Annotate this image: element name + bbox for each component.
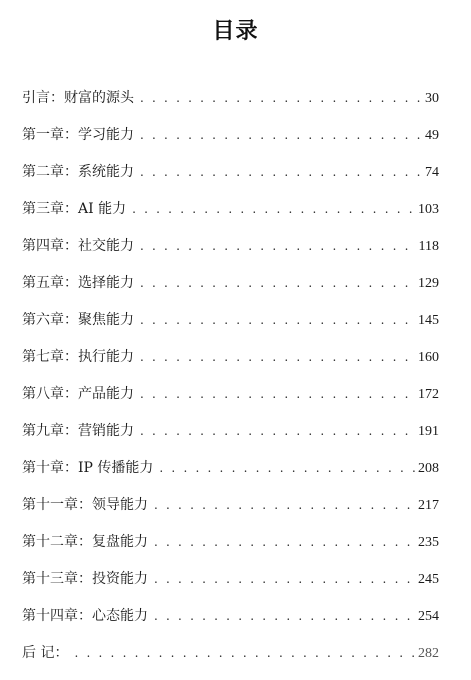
dot-leader [132,199,416,219]
toc-entry-chapter-6[interactable] [22,310,439,347]
toc-entry-page: 254 [418,609,439,624]
toc-entry-chapter-8[interactable] [22,384,439,421]
toc-entry-page: 118 [418,239,439,254]
toc-entry-chapter-10[interactable] [22,458,439,495]
dot-leader [140,421,416,441]
toc-entry-label: 第十章：IP 传播能力 [22,460,154,476]
toc-entry-label: 第三章：AI 能力 [22,201,127,217]
toc-entry-label: 第五章：选择能力 [22,275,134,291]
dot-leader [154,569,416,589]
toc-entry-label: 第一章：学习能力 [22,127,134,143]
toc-entry-label: 第七章：执行能力 [22,349,134,365]
toc-entry-intro[interactable] [22,88,439,125]
toc-entry-page: 245 [418,572,439,587]
toc-entry-page: 282 [418,646,439,661]
toc-entry-chapter-3[interactable] [22,199,439,236]
toc-entry-chapter-13[interactable] [22,569,439,606]
toc-entry-chapter-4[interactable] [22,236,439,273]
dot-leader [140,310,416,330]
toc-entry-chapter-5[interactable] [22,273,439,310]
dot-leader [140,88,423,108]
toc-entry-chapter-12[interactable] [22,532,439,569]
toc-entry-page: 191 [418,424,439,439]
dot-leader [140,162,423,182]
toc-entry-chapter-14[interactable] [22,606,439,643]
toc-entry-label: 第十一章：领导能力 [22,497,148,513]
dot-leader [140,236,417,256]
toc-entry-page: 103 [418,202,439,217]
toc-entry-label: 第九章：营销能力 [22,423,134,439]
toc-entry-page: 217 [418,498,439,513]
dot-leader [154,495,416,515]
toc-entry-page: 208 [418,461,439,476]
toc-entry-chapter-11[interactable] [22,495,439,532]
dot-leader [74,643,416,663]
dot-leader [140,347,416,367]
toc-entry-page: 129 [418,276,439,291]
toc-entry-label: 第十二章：复盘能力 [22,534,148,550]
toc-entry-page: 235 [418,535,439,550]
toc-entry-page: 160 [418,350,439,365]
page-title: 目录 [212,19,259,44]
toc-entry-label: 第四章：社交能力 [22,238,134,254]
toc-entry-page: 49 [425,128,439,143]
toc-entry-label: 第十四章：心态能力 [22,608,148,624]
toc-entry-afterword[interactable] [22,643,439,680]
toc-entry-chapter-1[interactable] [22,125,439,162]
toc-entry-chapter-9[interactable] [22,421,439,458]
dot-leader [140,384,416,404]
toc-entry-page: 145 [418,313,439,328]
toc-entry-label: 引言：财富的源头 [22,90,134,106]
dot-leader [140,125,423,145]
dot-leader [140,273,416,293]
dot-leader [154,606,416,626]
dot-leader [154,532,416,552]
table-of-contents [22,88,439,680]
toc-entry-page: 74 [425,165,439,180]
toc-entry-label: 后 记： [22,645,69,661]
toc-entry-label: 第八章：产品能力 [22,386,134,402]
toc-entry-label: 第二章：系统能力 [22,164,134,180]
toc-entry-page: 30 [425,91,439,106]
dot-leader [159,458,416,478]
toc-entry-label: 第六章：聚焦能力 [22,312,134,328]
toc-entry-chapter-7[interactable] [22,347,439,384]
toc-entry-chapter-2[interactable] [22,162,439,199]
toc-entry-page: 172 [418,387,439,402]
toc-entry-label: 第十三章：投资能力 [22,571,148,587]
